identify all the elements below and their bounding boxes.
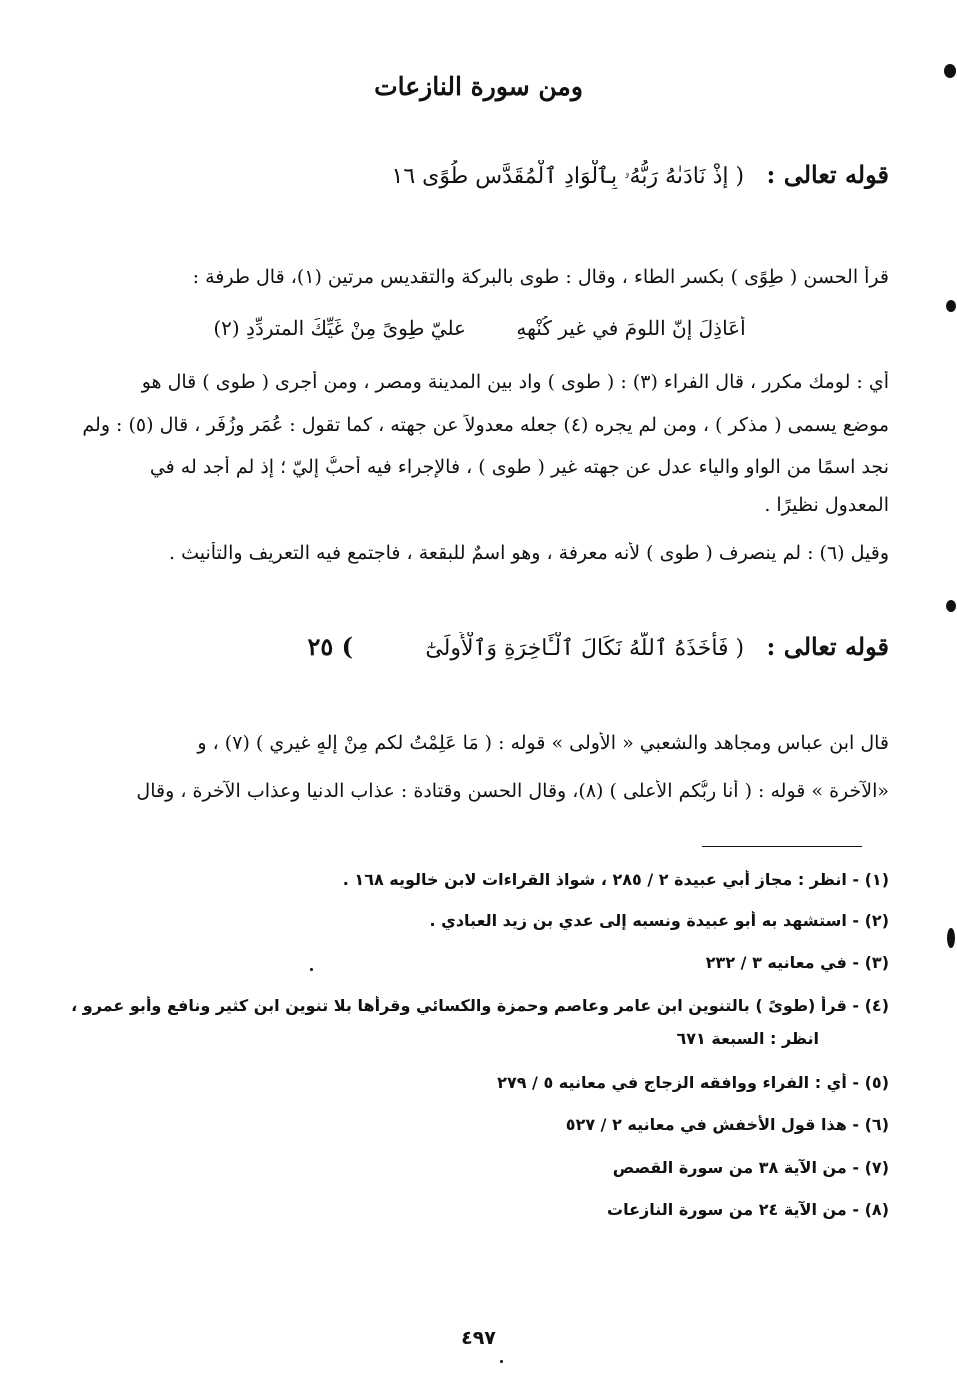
- paragraph-line: أي : لومك مكرر ، قال الفراء (٣) : ( طوى ) واد بين المدينة ومصر ، ومن أجرى ( طوى ) قال هو: [141, 371, 889, 393]
- poem-hemistich-2: عليّ طِوىً مِنْ غَيِّكَ المتردِّدِ (٢): [213, 316, 466, 340]
- footnote: (٥) - أي : الفراء ووافقه الزجاج في معانيه ٥ / ٢٧٩: [497, 1073, 889, 1092]
- footnote-continuation: انظر : السبعة ٦٧١: [676, 1029, 819, 1048]
- paragraph-line: وقيل (٦) : لم ينصرف ( طوى ) لأنه معرفة ، وهو اسمٌ للبقعة ، فاجتمع فيه التعريف والتأنيث .: [169, 542, 889, 564]
- quran-verse: ( إِذْ نَادَىٰهُ رَبُّهُۥ بِٱلْوَادِ ٱلْمُقَدَّسِ طُوًى ١٦: [391, 164, 745, 189]
- quran-verse: ( فَأَخَذَهُ ٱللَّهُ نَكَالَ ٱلْـَٔاخِرَةِ وَٱلْأُولَىٰٓ: [425, 636, 745, 661]
- verse-label: قوله تعالى :: [766, 632, 889, 661]
- scan-speck: [500, 1360, 503, 1363]
- footnote: (٧) - من الآية ٣٨ من سورة القصص: [612, 1158, 889, 1177]
- scan-mark: [946, 300, 956, 312]
- verse-heading-1: [70, 160, 889, 189]
- verse-label: قوله تعالى :: [766, 160, 889, 189]
- paragraph-line: المعدول نظيرًا .: [764, 494, 889, 516]
- poem-verse: [70, 316, 889, 340]
- scan-mark: [946, 600, 956, 612]
- paragraph-line: «الآخرة » قوله : ( أنا ربُّكم الأعلى ) (٨)، وقال الحسن وقتادة : عذاب الدنيا وعذاب الآخرة ، وقال: [136, 780, 889, 802]
- paragraph-line: موضع يسمى ( مذكر ) ، ومن لم يجره (٤) جعله معدولاً عن جهته ، كما تقول : عُمَر وزُفَر ، قال (٥) : ولم: [82, 414, 889, 436]
- footnote: (٢) - استشهد به أبو عبيدة ونسبه إلى عدي بن زيد العبادي .: [429, 911, 889, 930]
- paragraph-line: قال ابن عباس ومجاهد والشعبي « الأولى » قوله : ( مَا عَلِمْتُ لكم مِنْ إلهٍ غيري ) (٧) ، و: [197, 732, 889, 754]
- footnote: (٤) - قرأ (طوىً ) بالتنوين ابن عامر وعاصم وحمزة والكسائي وقرأها بلا تنوين ابن كثير ونافع وأبو عمرو ،: [71, 996, 889, 1015]
- poem-hemistich-1: أَعَاذِلَ إنّ اللومَ في غيرِ كُنْهِهِ: [516, 316, 746, 340]
- paragraph-line: قرأ الحسن ( طِوًى ) بكسر الطاء ، وقال : طوى بالبركة والتقديس مرتين (١)، قال طرفة :: [192, 266, 889, 288]
- footnote: (٣) - في معانيه ٣ / ٢٣٢: [705, 953, 889, 972]
- footnote: (٨) - من الآية ٢٤ من سورة النازعات: [607, 1200, 889, 1219]
- verse-heading-2: [70, 632, 889, 661]
- page-header: ومن سورة النازعات: [374, 72, 583, 101]
- paragraph-line: نجد اسمًا من الواو والياء عدل عن جهته غير ( طوى ) ، فالإجراء فيه أحبُّ إليّ ؛ إذ لم أجد له في: [149, 456, 889, 478]
- footnote: (٦) - هذا قول الأخفش في معانيه ٢ / ٥٢٧: [565, 1115, 889, 1134]
- page-number: ٤٩٧: [461, 1327, 496, 1349]
- footnote-separator: [702, 846, 862, 847]
- footnote: (١) - انظر : مجاز أبي عبيدة ٢ / ٢٨٥ ، شواذ القراءات لابن خالويه ١٦٨ .: [342, 870, 889, 889]
- scan-mark: [944, 64, 956, 78]
- scan-mark: [947, 928, 955, 948]
- scan-speck: [310, 968, 313, 971]
- verse-number: ) ٢٥: [307, 632, 353, 661]
